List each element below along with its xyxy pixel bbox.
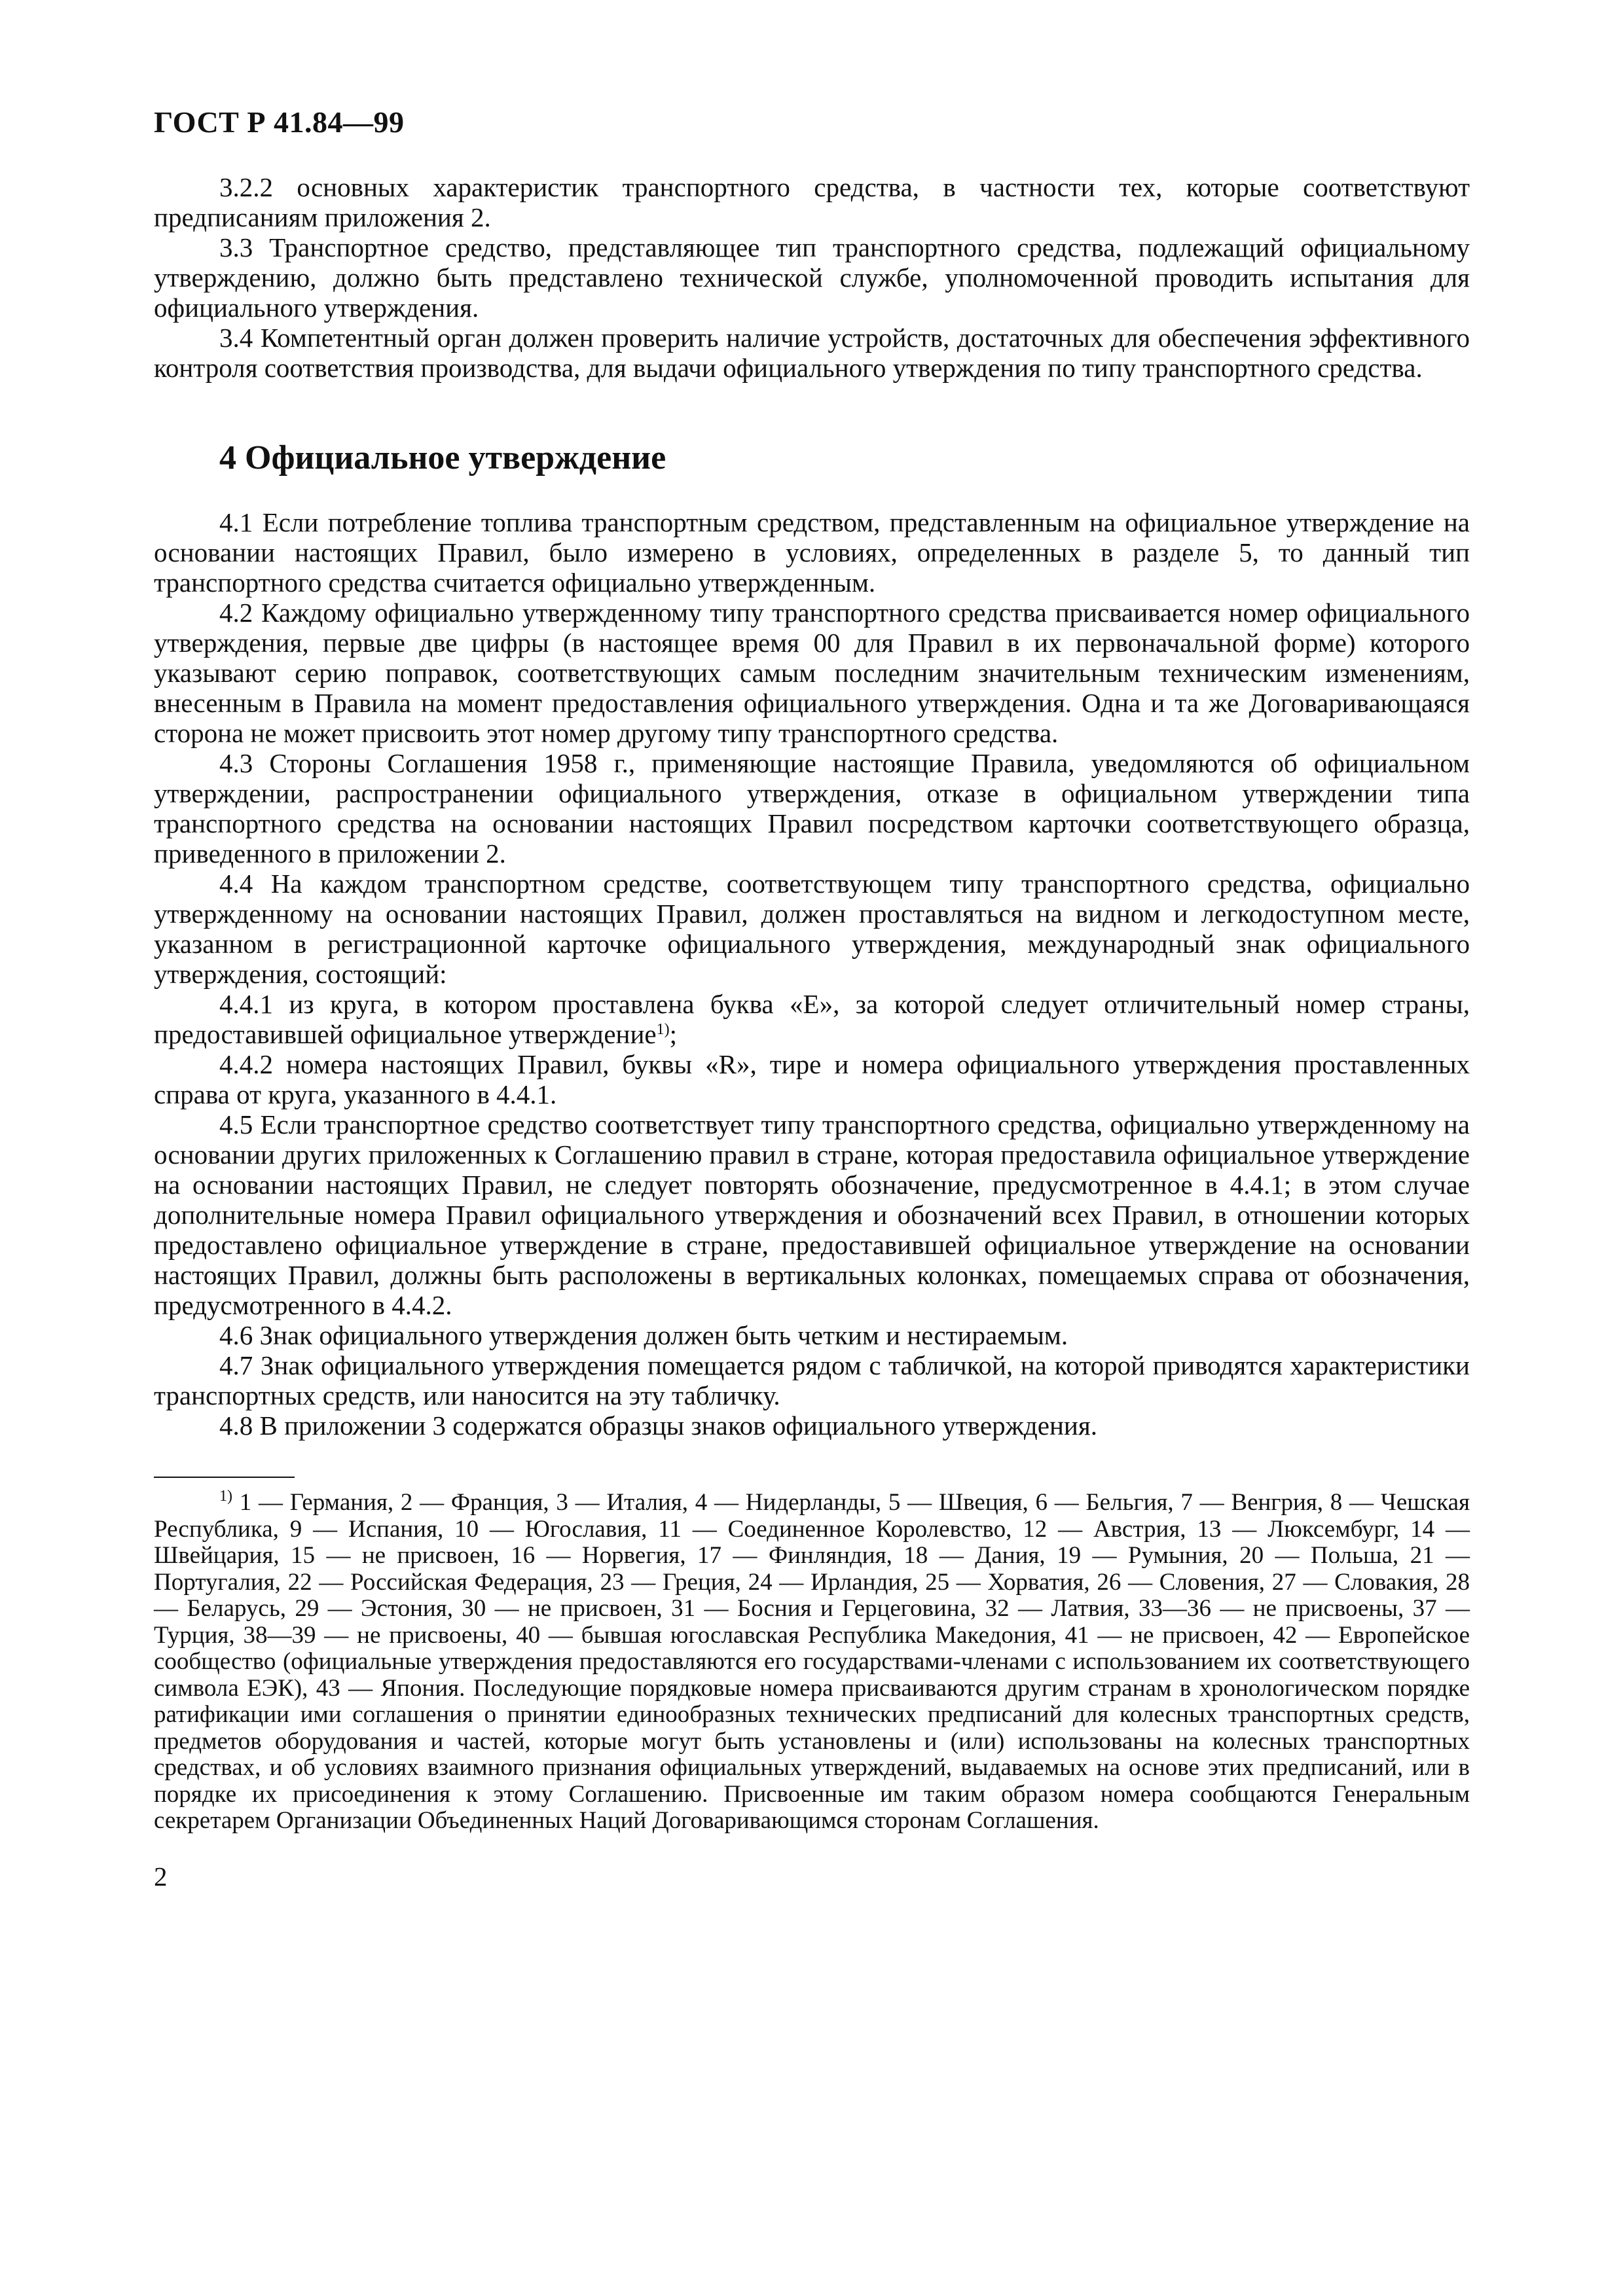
- paragraph-3-2-2: 3.2.2 основных характеристик транспортного средства, в частности тех, которые соответствуют предписаниям приложения 2.: [154, 172, 1470, 232]
- paragraph-4-2: 4.2 Каждому официально утвержденному типу транспортного средства присваивается номер официального утверждения, первые две цифры (в настоящее время 00 для Правил в их первоначальной форме) которого указывают серию поправок, соответствующих самым последним значительным техническим изменениям, внесенным в Правила на момент предоставления официального утверждения. Одна и та же Договаривающаяся сторона не может присвоить этот номер другому типу транспортного средства.: [154, 598, 1470, 748]
- footnote-1: [154, 1490, 1470, 1835]
- footnote-divider: [154, 1477, 295, 1478]
- footnote-mark: 1): [219, 1488, 232, 1505]
- paragraph-4-4: 4.4 На каждом транспортном средстве, соответствующем типу транспортного средства, официально утвержденному на основании настоящих Правил, должен проставляться на видном и легкодоступном месте, указанном в регистрационной карточке официального утверждения, международный знак официального утверждения, состоящий:: [154, 869, 1470, 989]
- paragraph-4-5: 4.5 Если транспортное средство соответствует типу транспортного средства, официально утвержденному на основании других приложенных к Соглашению правил в стране, которая предоставила официальное утверждение на основании настоящих Правил, не следует повторять обозначение, предусмотренное в 4.4.1; в этом случае дополнительные номера Правил официального утверждения и обозначений всех Правил, в отношении которых предоставлено официальное утверждение в стране, предоставившей официальное утверждение на основании настоящих Правил, должны быть расположены в вертикальных колонках, помещаемых справа от обозначения, предусмотренного в 4.4.2.: [154, 1109, 1470, 1320]
- document-page: [154, 105, 1470, 1892]
- document-code-header: ГОСТ Р 41.84—99: [154, 105, 405, 139]
- paragraph-4-7: 4.7 Знак официального утверждения помещается рядом с табличкой, на которой приводятся характеристики транспортных средств, или наносится на эту табличку.: [154, 1350, 1470, 1410]
- paragraph-3-4: 3.4 Компетентный орган должен проверить наличие устройств, достаточных для обеспечения эффективного контроля соответствия производства, для выдачи официального утверждения по типу транспортного средства.: [154, 323, 1470, 383]
- footnote-text: 1 — Германия, 2 — Франция, 3 — Италия, 4 — Нидерланды, 5 — Швеция, 6 — Бельгия, 7 — Венгрия, 8 — Чешская Республика, 9 — Испания, 10 — Югославия, 11 — Соединенное Королевство, 12 — Австрия, 13 — Люксембург, 14 — Швейцария, 15 — не присвоен, 16 — Норвегия, 17 — Финляндия, 18 — Дания, 19 — Румыния, 20 — Польша, 21 — Португалия, 22 — Российская Федерация, 23 — Греция, 24 — Ирландия, 25 — Хорватия, 26 — Словения, 27 — Словакия, 28 — Беларусь, 29 — Эстония, 30 — не присвоен, 31 — Босния и Герцеговина, 32 — Латвия, 33—36 — не присвоены, 37 — Турция, 38—39 — не присвоены, 40 — бывшая югославская Республика Македония, 41 — не присвоен, 42 — Европейское сообщество (официальные утверждения предоставляются его государствами-членами с использованием их соответствующего символа ЕЭК), 43 — Япония. Последующие порядковые номера присваиваются другим странам в хронологическом порядке ратификации ими соглашения о принятии единообразных технических предписаний для колесных транспортных средств, предметов оборудования и частей, которые могут быть установлены и (или) использованы на колесных транспортных средствах, и об условиях взаимного признания официальных утверждений, выдаваемых на основе этих предписаний, или в порядке их присоединения к этому Соглашению. Присвоенные им таким образом номера сообщаются Генеральным секретарем Организации Объединенных Наций Договаривающимся сторонам Соглашения.: [154, 1489, 1470, 1834]
- page-number: 2: [154, 1861, 168, 1892]
- footnote-reference[interactable]: 1): [656, 1021, 670, 1038]
- paragraph-4-3: 4.3 Стороны Соглашения 1958 г., применяющие настоящие Правила, уведомляются об официальном утверждении, распространении официального утверждения, отказе в официальном утверждении типа транспортного средства на основании настоящих Правил посредством карточки соответствующего образца, приведенного в приложении 2.: [154, 748, 1470, 869]
- paragraph-4-6: 4.6 Знак официального утверждения должен быть четким и нестираемым.: [219, 1320, 1068, 1350]
- paragraph-4-4-1: [154, 989, 1470, 1049]
- paragraph-4-4-1-end: ;: [669, 1019, 678, 1049]
- paragraph-4-4-1-text: 4.4.1 из круга, в котором проставлена буква «E», за которой следует отличительный номер страны, предоставившей официальное утверждение: [154, 989, 1470, 1049]
- paragraph-3-3: 3.3 Транспортное средство, представляющее тип транспортного средства, подлежащий официальному утверждению, должно быть представлено технической службе, уполномоченной проводить испытания для официального утверждения.: [154, 232, 1470, 323]
- paragraph-4-1: 4.1 Если потребление топлива транспортным средством, представленным на официальное утверждение на основании настоящих Правил, было измерено в условиях, определенных в разделе 5, то данный тип транспортного средства считается официально утвержденным.: [154, 507, 1470, 598]
- paragraph-4-4-2: 4.4.2 номера настоящих Правил, буквы «R», тире и номера официального утверждения проставленных справа от круга, указанного в 4.4.1.: [154, 1049, 1470, 1109]
- section-4-title: 4 Официальное утверждение: [219, 439, 666, 476]
- paragraph-4-8: 4.8 В приложении 3 содержатся образцы знаков официального утверждения.: [219, 1410, 1097, 1441]
